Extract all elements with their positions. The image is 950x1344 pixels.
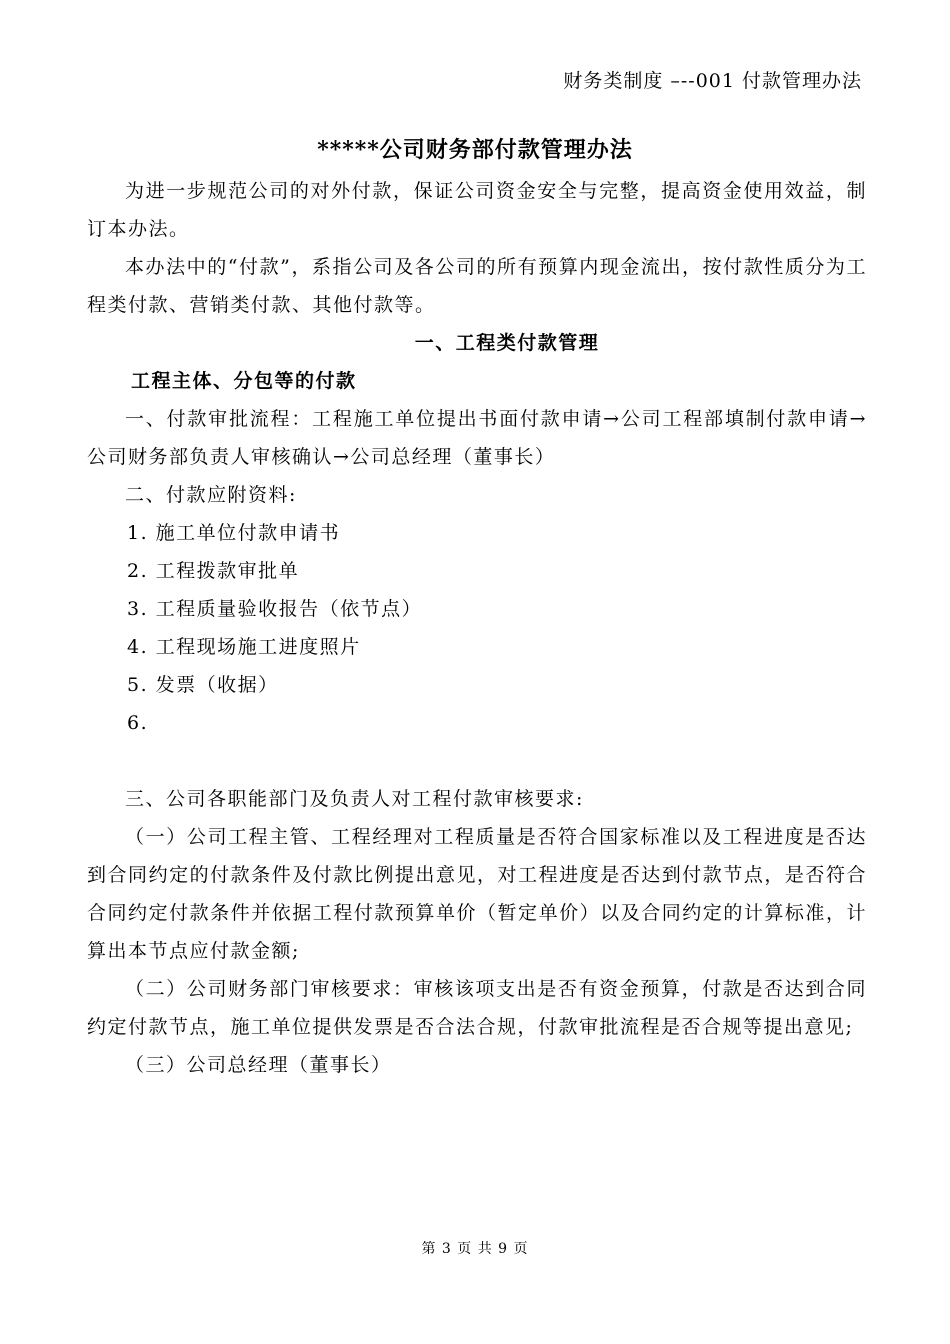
attachment-item: 3. 工程质量验收报告（依节点） bbox=[127, 598, 423, 620]
review-item: （三）公司总经理（董事长） bbox=[125, 1054, 392, 1076]
intro-paragraph-1: 为进一步规范公司的对外付款，保证公司资金安全与完整，提高资金使用效益，制订本办法。 bbox=[87, 180, 867, 240]
attachment-item: 2. 工程拨款审批单 bbox=[127, 560, 300, 582]
section-heading: 一、工程类付款管理 bbox=[414, 332, 600, 354]
review-item: （一）公司工程主管、工程经理对工程质量是否符合国家标准以及工程进度是否达到合同约定的付款条件及付款比例提出意见，对工程进度是否达到付款节点，是否符合合同约定付款条件并依据工程付款预算单价（暂定单价）以及合同约定的计算标准，计算出本节点应付款金额; bbox=[87, 826, 867, 962]
section-subheading: 工程主体、分包等的付款 bbox=[131, 370, 357, 392]
attachment-item: 5. 发票（收据） bbox=[127, 674, 279, 696]
approval-process-paragraph: 一、付款审批流程：工程施工单位提出书面付款申请→公司工程部填制付款申请→公司财务部负责人审核确认→公司总经理（董事长） bbox=[87, 408, 867, 468]
page-number-footer: 第 3 页 共 9 页 bbox=[421, 1241, 529, 1257]
running-header: 财务类制度 –--001 付款管理办法 bbox=[563, 70, 862, 92]
blank-line bbox=[87, 742, 867, 780]
review-item: （二）公司财务部门审核要求：审核该项支出是否有资金预算，付款是否达到合同约定付款节点，施工单位提供发票是否合法合规，付款审批流程是否合规等提出意见; bbox=[87, 978, 867, 1038]
attachment-item: 1. 施工单位付款申请书 bbox=[127, 522, 341, 544]
document-title: *****公司财务部付款管理办法 bbox=[317, 137, 633, 163]
attachment-item: 4. 工程现场施工进度照片 bbox=[127, 636, 361, 658]
document-body bbox=[87, 172, 867, 1084]
attachments-heading: 二、付款应附资料: bbox=[125, 484, 297, 506]
intro-paragraph-2: 本办法中的“付款”，系指公司及各公司的所有预算内现金流出，按付款性质分为工程类付款、营销类付款、其他付款等。 bbox=[87, 256, 867, 316]
attachment-item: 6. bbox=[127, 712, 149, 734]
review-heading: 三、公司各职能部门及负责人对工程付款审核要求: bbox=[125, 788, 584, 810]
